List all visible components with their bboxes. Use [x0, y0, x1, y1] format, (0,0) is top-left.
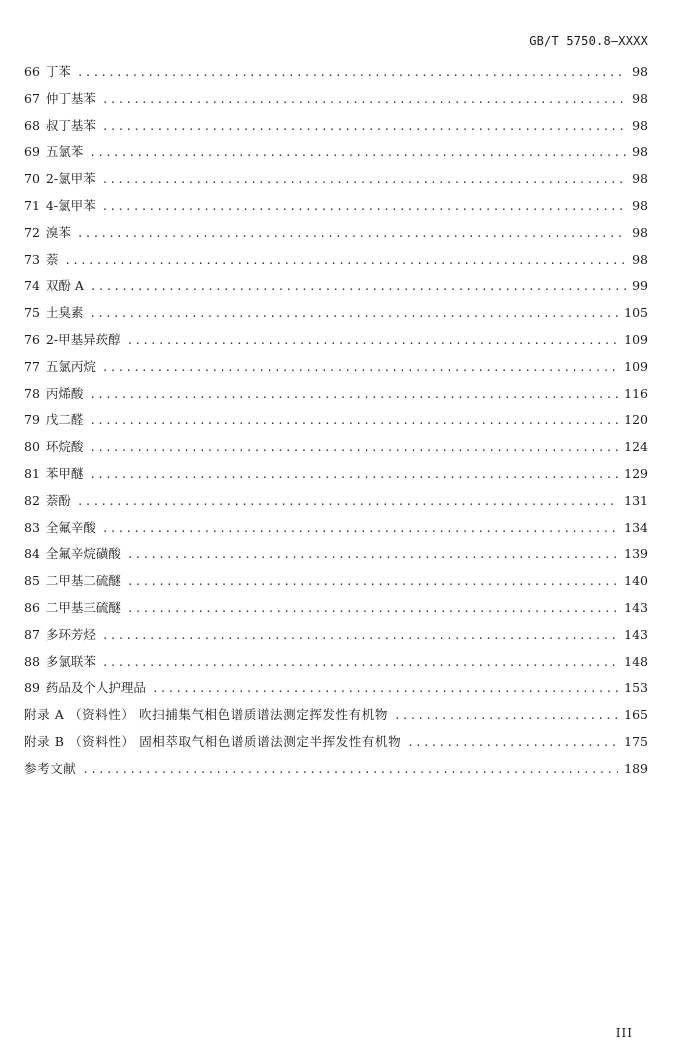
toc-entry-label: 环烷酸	[45, 439, 84, 455]
toc-entry-page: 140	[624, 573, 648, 589]
toc-entry-label: 多环芳烃	[45, 626, 96, 642]
toc-entry-title	[24, 598, 121, 616]
toc-entry-title	[24, 62, 71, 80]
toc-entry-page: 131	[624, 492, 648, 508]
toc-entry[interactable]	[24, 598, 648, 625]
toc-entry-label: 苯甲醚	[45, 465, 84, 481]
toc-entry-page: 124	[624, 439, 648, 455]
toc-entry-number: 71	[24, 197, 40, 213]
toc-dot-leader	[127, 548, 618, 561]
toc-entry-number: 89	[24, 680, 40, 696]
toc-entry-title	[24, 491, 71, 509]
toc-entry[interactable]	[24, 303, 648, 330]
toc-entry[interactable]	[24, 678, 648, 705]
toc-entry[interactable]	[24, 357, 648, 384]
toc-entry-page: 189	[624, 760, 648, 776]
toc-dot-leader	[90, 280, 626, 293]
toc-entry-title	[24, 705, 388, 723]
toc-entry-number: 87	[24, 626, 40, 642]
toc-entry-number: 70	[24, 171, 40, 187]
toc-entry-label: 丙烯酸	[45, 385, 84, 401]
toc-entry-page: 98	[632, 171, 648, 187]
toc-entry[interactable]	[24, 62, 648, 89]
toc-entry-number: 75	[24, 305, 40, 321]
toc-entry-label: 4-氯甲苯	[45, 197, 96, 213]
toc-dot-leader	[127, 334, 619, 347]
toc-entry[interactable]	[24, 330, 648, 357]
toc-dot-leader	[102, 629, 618, 642]
toc-entry-label: 叔丁基苯	[45, 117, 96, 133]
toc-entry-label: 多氯联苯	[45, 653, 96, 669]
toc-entry-page: 109	[624, 358, 648, 374]
toc-entry-number: 79	[24, 412, 40, 428]
toc-entry-label: 附录 A （资料性） 吹扫捕集气相色谱质谱法测定挥发性有机物	[24, 707, 388, 723]
toc-entry-title	[24, 571, 121, 589]
toc-entry-label: 2-氯甲苯	[45, 171, 96, 187]
toc-entry-title	[24, 330, 121, 348]
toc-entry-label: 药品及个人护理品	[45, 680, 146, 696]
toc-entry-title	[24, 384, 83, 402]
page-number: III	[615, 1026, 633, 1040]
toc-entry-page: 98	[632, 144, 648, 160]
toc-entry[interactable]	[24, 759, 648, 786]
toc-entry[interactable]	[24, 437, 648, 464]
toc-entry-number: 73	[24, 251, 40, 267]
toc-dot-leader	[407, 736, 618, 749]
toc-entry-title	[24, 116, 96, 134]
toc-entry[interactable]	[24, 250, 648, 277]
toc-entry-label: 五氯苯	[45, 144, 84, 160]
toc-dot-leader	[102, 522, 618, 535]
toc-entry-number: 67	[24, 90, 40, 106]
toc-entry-label: 全氟辛酸	[45, 519, 96, 535]
toc-entry-title	[24, 250, 58, 268]
toc-dot-leader	[82, 763, 618, 776]
toc-entry-page: 148	[624, 653, 648, 669]
toc-entry-label: 溴苯	[45, 224, 71, 240]
toc-entry-number: 77	[24, 358, 40, 374]
toc-entry-number: 76	[24, 331, 40, 347]
toc-dot-leader	[127, 575, 618, 588]
toc-entry[interactable]	[24, 223, 648, 250]
toc-entry-number: 74	[24, 278, 40, 294]
toc-entry-page: 165	[624, 707, 648, 723]
toc-entry[interactable]	[24, 571, 648, 598]
toc-entry[interactable]	[24, 464, 648, 491]
toc-entry[interactable]	[24, 142, 648, 169]
toc-entry-page: 143	[624, 599, 648, 615]
toc-entry-title	[24, 89, 96, 107]
toc-entry[interactable]	[24, 732, 648, 759]
toc-entry-title	[24, 410, 83, 428]
toc-dot-leader	[89, 441, 618, 454]
toc-entry-label: 戊二醛	[45, 412, 84, 428]
toc-dot-leader	[102, 361, 618, 374]
toc-entry-title	[24, 169, 96, 187]
toc-entry-page: 99	[632, 278, 648, 294]
toc-entry-number: 83	[24, 519, 40, 535]
toc-entry[interactable]	[24, 705, 648, 732]
toc-entry-title	[24, 464, 83, 482]
toc-entry[interactable]	[24, 518, 648, 545]
toc-entry-page: 98	[632, 117, 648, 133]
toc-entry-label: 丁苯	[45, 64, 71, 79]
toc-dot-leader	[152, 682, 618, 695]
toc-entry-number: 85	[24, 573, 40, 589]
toc-entry-page: 98	[632, 64, 648, 79]
toc-entry-title	[24, 732, 401, 750]
toc-dot-leader	[89, 307, 618, 320]
toc-entry-number: 81	[24, 465, 40, 481]
toc-entry-title	[24, 518, 96, 536]
toc-entry-title	[24, 759, 76, 777]
toc-entry-title	[24, 544, 121, 562]
toc-entry-page: 116	[624, 385, 648, 401]
toc-entry-label: 二甲基三硫醚	[45, 599, 121, 615]
toc-entry[interactable]	[24, 625, 648, 652]
toc-entry[interactable]	[24, 196, 648, 223]
toc-entry-page: 105	[624, 305, 648, 321]
toc-entry-title	[24, 625, 96, 643]
toc-dot-leader	[102, 93, 626, 106]
toc-entry-label: 二甲基二硫醚	[45, 573, 121, 589]
toc-entry-label: 仲丁基苯	[45, 90, 96, 106]
toc-entry[interactable]	[24, 169, 648, 196]
toc-entry-number: 84	[24, 546, 40, 562]
toc-entry-page: 143	[624, 626, 648, 642]
toc-dot-leader	[89, 414, 618, 427]
toc-entry-title	[24, 357, 96, 375]
toc-entry-title	[24, 196, 96, 214]
document-code: GB/T 5750.8—XXXX	[529, 34, 648, 48]
toc-entry-label: 双酚 A	[45, 278, 84, 294]
toc-entry-page: 129	[624, 465, 648, 481]
toc-dot-leader	[89, 468, 618, 481]
toc-dot-leader	[102, 200, 627, 213]
toc-entry-title	[24, 678, 146, 696]
toc-dot-leader	[89, 146, 626, 159]
toc-dot-leader	[127, 602, 618, 615]
toc-entry-label: 参考文献	[24, 760, 77, 776]
toc-entry-number: 80	[24, 439, 40, 455]
toc-entry-page: 98	[632, 197, 648, 213]
toc-entry[interactable]	[24, 652, 648, 679]
toc-entry-label: 萘酚	[45, 492, 71, 508]
toc-entry-label: 附录 B （资料性） 固相萃取气相色谱质谱法测定半挥发性有机物	[24, 733, 402, 749]
toc-entry[interactable]	[24, 410, 648, 437]
toc-entry-label: 2-甲基异莰醇	[45, 331, 121, 347]
toc-entry-number: 88	[24, 653, 40, 669]
toc-entry[interactable]	[24, 89, 648, 116]
toc-dot-leader	[394, 709, 618, 722]
toc-dot-leader	[77, 227, 626, 240]
toc-entry-number: 82	[24, 492, 40, 508]
toc-entry-page: 98	[632, 224, 648, 240]
toc-entry-number: 86	[24, 599, 40, 615]
toc-entry-label: 萘	[45, 251, 59, 267]
toc-entry-number: 66	[24, 64, 40, 79]
toc-entry-title	[24, 652, 96, 670]
toc-dot-leader	[89, 388, 618, 401]
toc-dot-leader	[102, 656, 618, 669]
toc-entry-title	[24, 142, 83, 160]
toc-entry-page: 98	[632, 251, 648, 267]
toc-entry[interactable]	[24, 116, 648, 143]
toc-entry-title	[24, 303, 83, 321]
toc-entry[interactable]	[24, 491, 648, 518]
toc-entry-page: 153	[624, 680, 648, 696]
toc-entry-number: 72	[24, 224, 40, 240]
toc-entry-label: 土臭素	[45, 305, 84, 321]
toc-entry-label: 五氯丙烷	[45, 358, 96, 374]
toc-entry-title	[24, 223, 71, 241]
toc-dot-leader	[64, 254, 626, 267]
toc-entry[interactable]	[24, 276, 648, 303]
toc-entry[interactable]	[24, 384, 648, 411]
toc-dot-leader	[102, 173, 627, 186]
toc-entry-page: 109	[624, 331, 648, 347]
toc-entry-number: 68	[24, 117, 40, 133]
toc-entry-number: 78	[24, 385, 40, 401]
table-of-contents	[24, 62, 648, 786]
toc-entry-page: 98	[632, 90, 648, 106]
toc-dot-leader	[77, 495, 618, 508]
toc-entry-page: 120	[624, 412, 648, 428]
toc-entry-title	[24, 437, 83, 455]
toc-entry-label: 全氟辛烷磺酸	[45, 546, 121, 562]
toc-dot-leader	[102, 120, 626, 133]
toc-entry-page: 175	[624, 733, 648, 749]
toc-entry-page: 139	[624, 546, 648, 562]
toc-entry-number: 69	[24, 144, 40, 160]
toc-dot-leader	[77, 66, 626, 79]
toc-entry-page: 134	[624, 519, 648, 535]
toc-entry[interactable]	[24, 544, 648, 571]
toc-entry-title	[24, 276, 84, 294]
